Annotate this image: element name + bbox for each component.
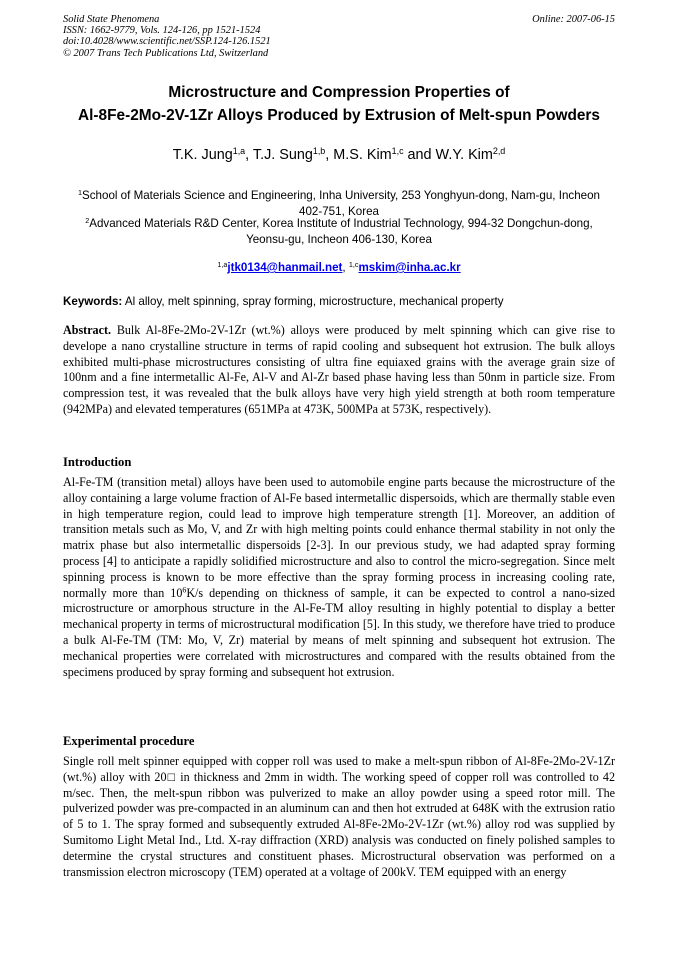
keywords-label: Keywords: <box>63 295 123 308</box>
affiliation-text: School of Materials Science and Engineering, Inha University, 253 Yonghyun-dong, Nam-gu, Incheon 402-751, Korea <box>82 189 600 218</box>
journal-doi: doi:10.4028/www.scientific.net/SSP.124-126.1521 <box>63 36 271 48</box>
online-date: Online: 2007-06-15 <box>532 14 615 25</box>
journal-issn: ISSN: 1662-9779, Vols. 124-126, pp 1521-1524 <box>63 25 261 37</box>
affiliation-sup: 2 <box>85 216 90 226</box>
email-link[interactable]: jtk0134@hanmail.net <box>227 261 343 274</box>
journal-copyright: © 2007 Trans Tech Publications Ltd, Switzerland <box>63 47 269 59</box>
introduction-text-1: Al-Fe-TM (transition metal) alloys have been used to automobile engine parts because the microstructure of the alloy containing a large volume fraction of Al-Fe based intermetallic dispersoids, which are thermally stable even in high temperature region, could lead to improve high temperature strength [1]. Moreover, an addition of transition metals such as Mo, V, and Zr with high melting points could enhance thermal stability in not only the matrix phase but also intermetallic dispersoids [2-3]. In our previous study, we had adapted spray forming process [4] to anticipate a rapidly solidified microstructure and also to control the micro-segregation. Since melt spinning process is known to be more effective than the spray forming process in increasing cooling rate, normally more than 10 <box>63 475 615 600</box>
email-sup: 1,a <box>217 260 228 270</box>
author-list <box>40 145 638 165</box>
introduction-sup: 6 <box>182 585 187 595</box>
abstract-text: Bulk Al-8Fe-2Mo-2V-1Zr (wt.%) alloys were produced by melt spinning which can give rise to develope a nano crystalline structure in terms of rapid cooling and subsequent hot extrusion. The bulk alloys exhibited multi-phase microstructures consisting of ultra fine equiaxed grains with the average grain size of 100nm and a fine intermetallic Al-Fe, Al-V and Al-Zr based phase having less than 50nm in particle size. From compression test, it was revealed that the bulk alloys have very high yield strength at both room temperature (942MPa) and elevated temperatures (651MPa at 473K, 500MPa at 573K, respectively). <box>63 323 615 416</box>
author-sup: 1,a <box>232 146 246 157</box>
title-line-2: Al-8Fe-2Mo-2V-1Zr Alloys Produced by Extrusion of Melt-spun Powders <box>78 107 600 124</box>
introduction-body <box>63 475 615 680</box>
keywords-text: Al alloy, melt spinning, spray forming, microstructure, mechanical property <box>124 295 504 308</box>
abstract-label: Abstract. <box>63 323 112 337</box>
introduction-text-2: K/s depending on thickness of sample, it can be expected to control a nano-sized microstructure or amorphous structure in the Al-Fe-TM alloy resulting in highly potential to display a better mechanical property in terms of microstructural modification [5]. In this study, we therefore have tried to produce a bulk Al-Fe-TM (TM: Mo, V, Zr) material by means of melt spinning and subsequent hot extrusion. The mechanical properties were correlated with microstructures and compared with the results obtained from the specimens produced by spray forming and subsequent hot extrusion. <box>63 585 615 679</box>
keywords <box>63 294 615 310</box>
author-sep: , <box>325 147 334 163</box>
author-sep: , <box>245 147 253 163</box>
introduction-heading: Introduction <box>63 455 132 469</box>
author-name: T.J. Sung <box>252 147 313 163</box>
abstract <box>63 323 615 418</box>
experimental-body: Single roll melt spinner equipped with copper roll was used to make a melt-spun ribbon of Al-8Fe-2Mo-2V-1Zr (wt.%) alloy with 20□ in thickness and 2mm in width. The working speed of copper roll was controlled to 42 m/sec. Then, the melt-spun ribbon was pulverized to make an alloy powder using a speed rotor mill. The pulverized powder was pre-compacted in an aluminum can and then hot extruded at 648K with the extrusion ratio of 5 to 1. The spray formed and subsequently extruded Al-8Fe-2Mo-2V-1Zr (wt.%) alloy rod was supplied by Sumitomo Light Metal Ind., Ltd. X-ray diffraction (XRD) analysis was conducted on finely polished samples to determine the crystal structures and constituent phases. Microstructural observation was performed on a transmission electron microscopy (TEM) operated at a voltage of 200kV. TEM equipped with an energy <box>63 754 615 879</box>
email-list <box>40 260 638 276</box>
title-line-1: Microstructure and Compression Properties of <box>168 84 510 101</box>
affiliation-sup: 1 <box>78 188 83 198</box>
journal-header <box>63 14 271 59</box>
experimental-heading: Experimental procedure <box>63 734 195 748</box>
author-sup: 1,c <box>391 146 404 157</box>
email-link[interactable]: mskim@inha.ac.kr <box>358 261 461 274</box>
author-name: M.S. Kim <box>333 147 392 163</box>
email-sep: , <box>342 261 349 274</box>
email-sup: 1,c <box>348 260 359 270</box>
affiliation-text: Advanced Materials R&D Center, Korea Institute of Industrial Technology, 994-32 Dongchun-dong, Yeonsu-gu, Incheon 406-130, Korea <box>89 217 593 246</box>
author-name: W.Y. Kim <box>435 147 493 163</box>
journal-name: Solid State Phenomena <box>63 14 160 25</box>
paper-title <box>40 81 638 127</box>
author-name: T.K. Jung <box>172 147 233 163</box>
affiliation-2 <box>70 216 608 248</box>
author-sup: 2,d <box>492 146 506 157</box>
author-sep: and <box>403 147 436 163</box>
author-sup: 1,b <box>312 146 326 157</box>
